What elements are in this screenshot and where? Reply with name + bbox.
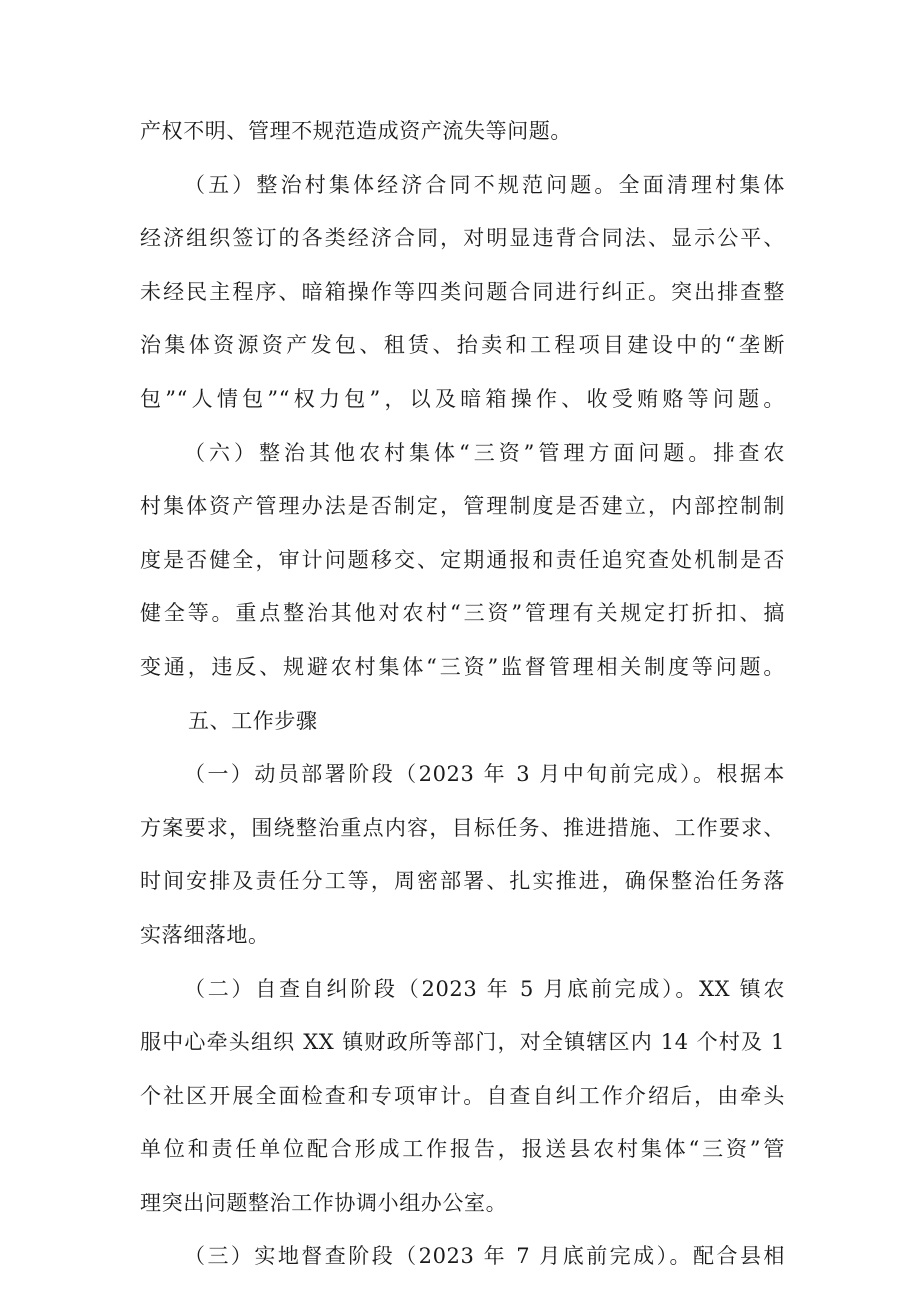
paragraph-step-3	[140, 1230, 785, 1284]
text-line: 实落细落地。	[140, 922, 270, 947]
text-line: （五）整治村集体经济合同不规范问题。全面清理村集体	[184, 172, 785, 197]
paragraph-item-6	[140, 427, 785, 695]
paragraph-item-5	[140, 159, 785, 427]
text-line: 经济组织签订的各类经济合同，对明显违背合同法、显示公平、	[140, 226, 785, 251]
section-heading-work-steps	[140, 695, 785, 749]
text-line: 方案要求，围绕整治重点内容，目标任务、推进措施、工作要求、	[140, 815, 785, 840]
text-line: 健全等。重点整治其他对农村“三资”管理有关规定打折扣、搞	[140, 601, 785, 626]
text-line: （三）实地督查阶段（2023 年 7 月底前完成）。配合县相	[184, 1244, 785, 1269]
text-line: 未经民主程序、暗箱操作等四类问题合同进行纠正。突出排查整	[140, 279, 785, 304]
text-line: （二）自查自纠阶段（2023 年 5 月底前完成）。XX 镇农	[184, 976, 785, 1001]
text-line: 变通，违反、规避农村集体“三资”监督管理相关制度等问题。	[140, 654, 785, 679]
text-line: 个社区开展全面检查和专项审计。自查自纠工作介绍后，由牵头	[140, 1083, 785, 1108]
paragraph-intro-tail	[140, 105, 785, 159]
text-line: （六）整治其他农村集体“三资”管理方面问题。排查农	[184, 440, 785, 465]
text-line: 村集体资产管理办法是否制定，管理制度是否建立，内部控制制	[140, 494, 785, 519]
text-line: 产权不明、管理不规范造成资产流失等问题。	[140, 119, 572, 143]
text-line: 度是否健全，审计问题移交、定期通报和责任追究查处机制是否	[140, 547, 785, 572]
text-line: 服中心牵头组织 XX 镇财政所等部门，对全镇辖区内 14 个村及 1	[140, 1030, 785, 1055]
paragraph-step-2	[140, 963, 785, 1231]
paragraph-step-1	[140, 748, 785, 962]
text-line: 治集体资源资产发包、租赁、抬卖和工程项目建设中的“垄断	[140, 333, 785, 358]
text-line: 包”“人情包”“权力包”，以及暗箱操作、收受贿赂等问题。	[140, 386, 785, 411]
text-line: 单位和责任单位配合形成工作报告，报送县农村集体“三资”管	[140, 1137, 785, 1162]
text-line: 理突出问题整治工作协调小组办公室。	[140, 1190, 508, 1215]
text-line: （一）动员部署阶段（2023 年 3 月中旬前完成）。根据本	[184, 762, 785, 787]
section-heading-text: 五、工作步骤	[188, 708, 318, 733]
document-page	[140, 105, 785, 1284]
text-line: 时间安排及责任分工等，周密部署、扎实推进，确保整治任务落	[140, 869, 785, 894]
